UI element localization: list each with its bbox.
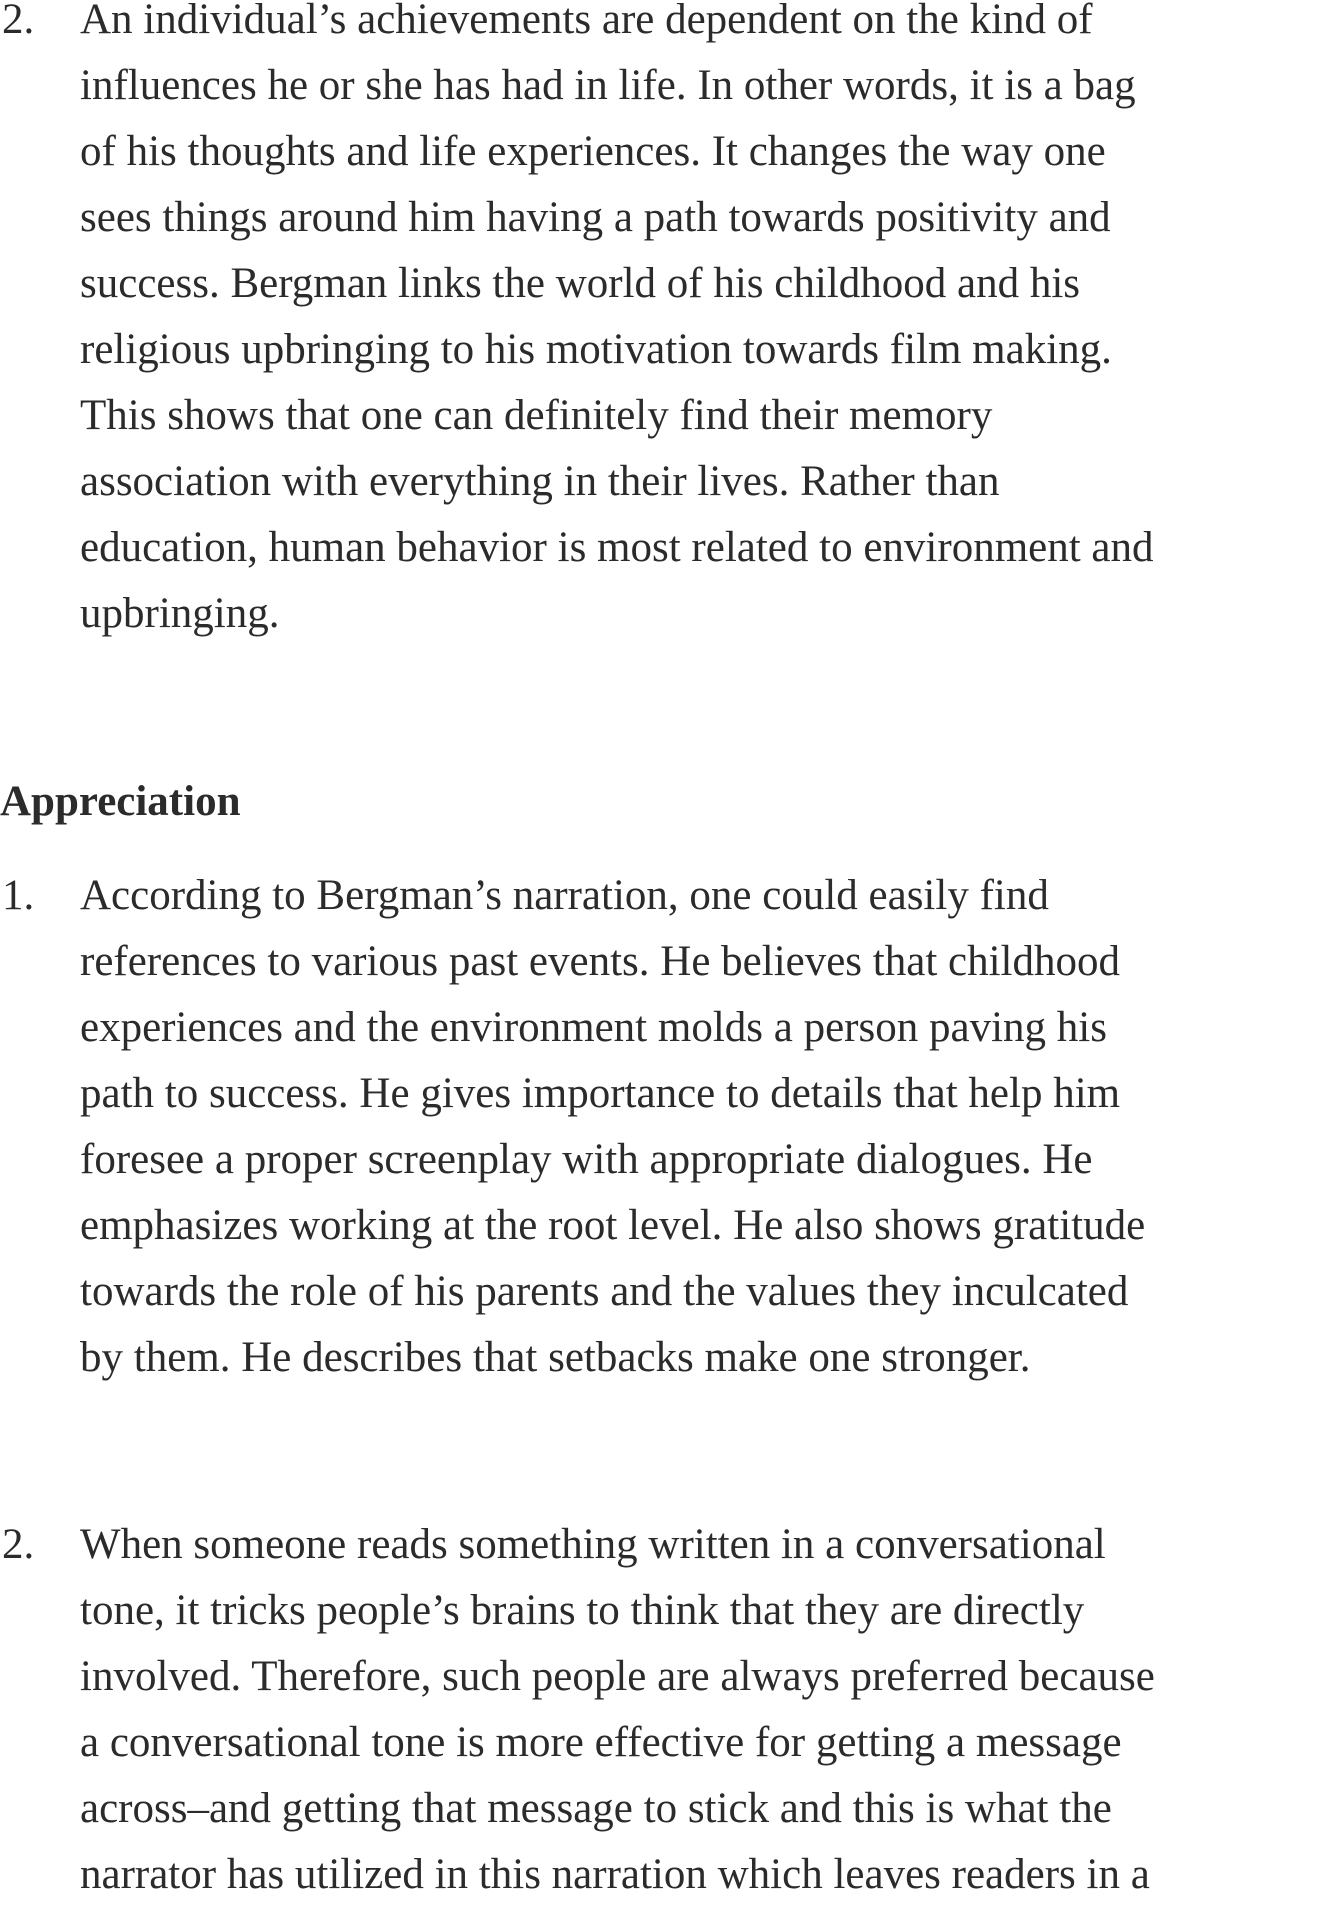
paragraph <box>80 0 1154 647</box>
text-line: According to Bergman’s narration, one could easily find <box>80 872 1049 919</box>
text-line: tone, it tricks people’s brains to think that they are directly <box>80 1587 1085 1634</box>
section-heading-appreciation: Appreciation <box>0 778 241 825</box>
text-line: emphasizes working at the root level. He also shows gratitude <box>80 1202 1146 1249</box>
text-line: by them. He describes that setbacks make one stronger. <box>80 1334 1031 1381</box>
text-line: references to various past events. He believes that childhood <box>80 938 1120 985</box>
text-line: path to success. He gives importance to details that help him <box>80 1070 1121 1117</box>
text-line: a conversational tone is more effective for getting a message <box>80 1719 1122 1766</box>
text-line: narrator has utilized in this narration which leaves readers in a <box>80 1851 1150 1898</box>
text-line: This shows that one can definitely find their memory <box>80 392 993 439</box>
text-line: foresee a proper screenplay with appropriate dialogues. He <box>80 1136 1093 1183</box>
paragraph <box>80 863 1145 1391</box>
text-line: sees things around him having a path towards positivity and <box>80 194 1111 241</box>
text-line: of his thoughts and life experiences. It changes the way one <box>80 128 1106 175</box>
text-line: education, human behavior is most related to environment and <box>80 524 1154 571</box>
text-line: towards the role of his parents and the values they inculcated <box>80 1268 1129 1315</box>
text-line: experiences and the environment molds a person paving his <box>80 1004 1107 1051</box>
list-number: 1. <box>2 872 35 919</box>
list-number: 2. <box>2 1521 35 1568</box>
text-line: An individual’s achievements are dependent on the kind of <box>80 0 1093 43</box>
text-line: across–and getting that message to stick and this is what the <box>80 1785 1112 1832</box>
text-line: involved. Therefore, such people are always preferred because <box>80 1653 1155 1700</box>
text-line: upbringing. <box>80 590 280 637</box>
text-line: religious upbringing to his motivation towards film making. <box>80 326 1112 373</box>
list-number: 2. <box>2 0 35 43</box>
text-line: influences he or she has had in life. In other words, it is a bag <box>80 62 1136 109</box>
text-line: success. Bergman links the world of his childhood and his <box>80 260 1081 307</box>
paragraph <box>80 1512 1155 1908</box>
text-line: When someone reads something written in a conversational <box>80 1521 1106 1568</box>
text-line: association with everything in their lives. Rather than <box>80 458 1000 505</box>
